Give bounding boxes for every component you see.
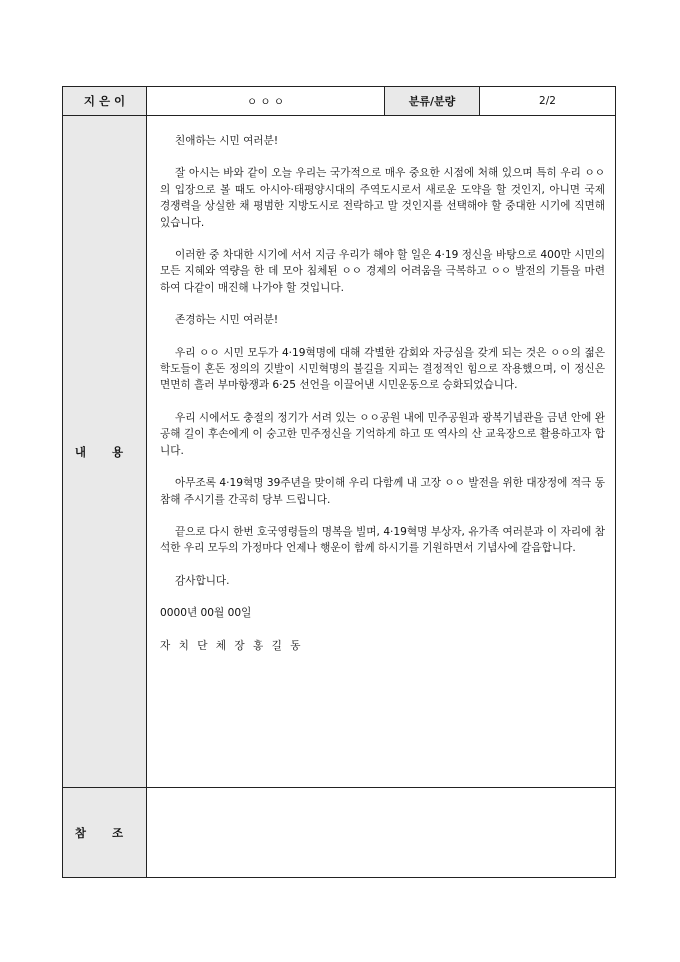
paragraph-6: 끝으로 다시 한번 호국영령들의 명복을 빌며, 4·19혁명 부상자, 유가족 여러분과 이 자리에 참석한 우리 모두의 가정마다 언제나 행운이 함께 하시기를 기원하면서 기념사에 갈음합니다. [160,525,605,555]
author-value: ㅇ ㅇ ㅇ [147,87,385,115]
paragraph-2: 이러한 중 차대한 시기에 서서 지금 우리가 해야 할 일은 4·19 정신을 바탕으로 400만 시민의 모든 지혜와 역량을 한 데 모아 침체된 ㅇㅇ 경제의 어려움을 극복하고 ㅇㅇ 발전의 기틀을 마련하여 다같이 매진해 나가야 할 것입니다. [160,249,605,294]
paragraph-4: 우리 시에서도 충절의 정기가 서려 있는 ㅇㅇ공원 내에 민주공원과 광복기념관을 금년 안에 완공해 길이 후손에게 이 숭고한 민주정신을 기억하게 하고 또 역사의 산 교육장으로 활용하고자 합니다. [160,411,605,457]
salutation-1: 친애하는 시민 여러분! [175,135,279,147]
author-label: 지 은 이 [63,87,147,115]
content-label: 내 용 [63,116,147,787]
content-body [160,133,605,654]
paragraph-5: 아무조록 4·19혁명 39주년을 맞이해 우리 다함께 내 고장 ㅇㅇ 발전을 위한 대장정에 적극 동참해 주시기를 간곡히 당부 드립니다. [160,477,605,506]
document-form [62,86,616,878]
paragraph-3: 우리 ㅇㅇ 시민 모두가 4·19혁명에 대해 각별한 감회와 자긍심을 갖게 되는 것은 ㅇㅇ의 젊은 학도들이 혼돈 정의의 깃발이 시민혁명의 불길을 지피는 결정적인 힘으로 작용했으며, 이 정신은 면면히 흘러 부마항쟁과 6·25 선언을 이끌어낸 시민운동으로 승화되었습니다. [160,346,605,392]
paragraph-1: 잘 아시는 바와 같이 오늘 우리는 국가적으로 매우 중요한 시점에 처해 있으며 특히 우리 ㅇㅇ의 입장으로 볼 때도 아시아·태평양시대의 주역도시로서 새로운 도약을 할 것인지, 아니면 국제 경쟁력을 상실한 채 평범한 지방도시로 전락하고 말 것인지를 선택해야 할 중대한 시기에 직면해 있습니다. [160,167,605,229]
reference-row [63,788,615,877]
category-label: 분류/분량 [385,87,480,115]
signature-text: 자 치 단 체 장 홍 길 동 [160,639,302,652]
category-value: 2/2 [539,95,556,107]
date-text: 0000년 00월 00일 [160,607,252,620]
reference-label: 참 조 [63,788,147,877]
closing-text: 감사합니다. [175,574,230,587]
content-row [63,116,615,788]
header-row [63,87,615,116]
salutation-2: 존경하는 시민 여러분! [175,314,279,327]
